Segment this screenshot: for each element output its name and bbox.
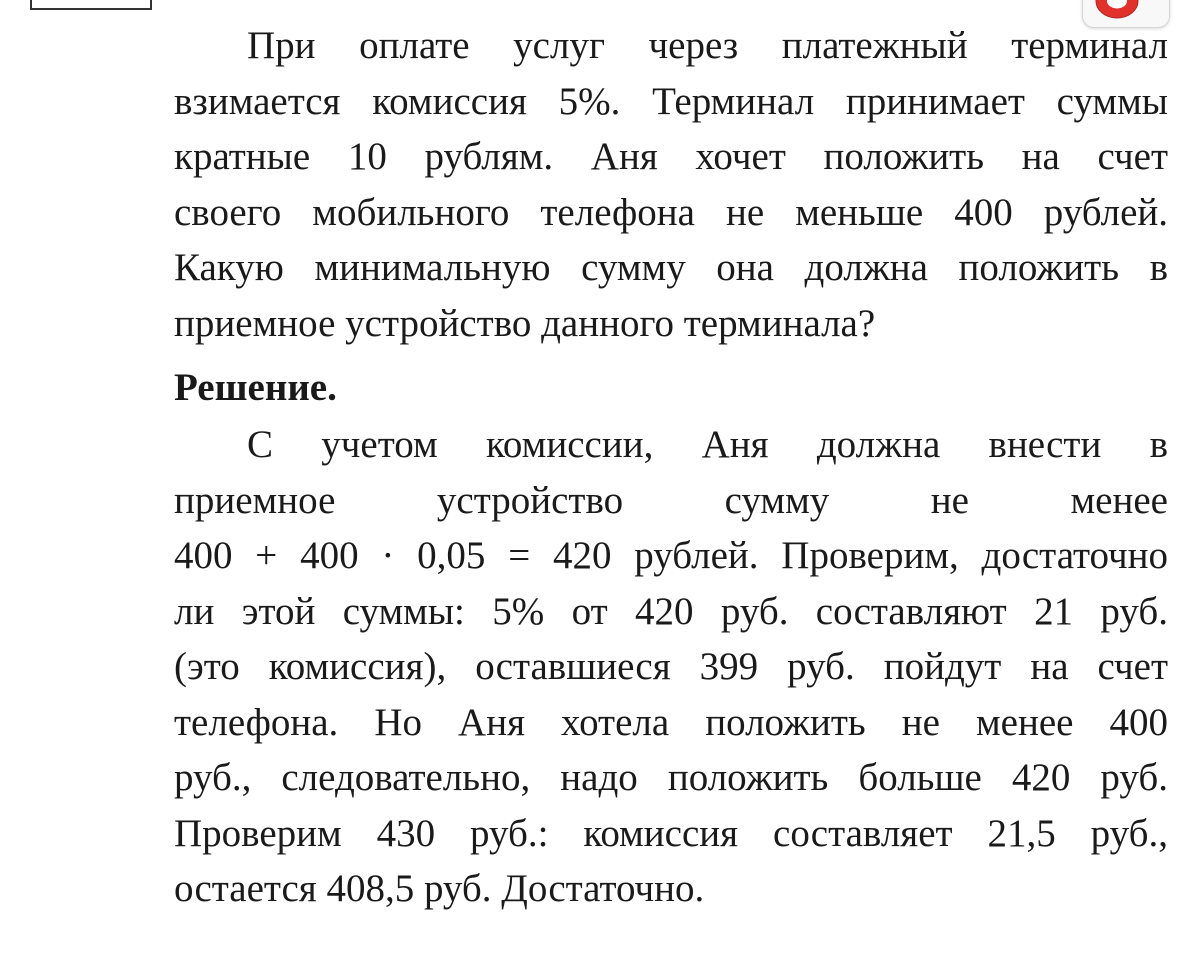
solution-line: ли этой суммы: 5% от 420 руб. составляют 21 руб. [174, 589, 1168, 633]
solution-line: телефона. Но Аня хотела положить не менее 400 [174, 700, 1168, 744]
solution-paragraph [174, 417, 1168, 917]
solution-line: Проверим 430 руб.: комиссия составляет 21,5 руб., [174, 811, 1168, 855]
problem-line: кратные 10 рублям. Аня хочет положить на счет [174, 135, 1168, 178]
problem-paragraph [174, 18, 1168, 351]
solution-line: остается 408,5 руб. Достаточно. [174, 867, 705, 910]
solution-line: руб., следовательно, надо положить больше 420 руб. [174, 756, 1168, 799]
top-left-box [30, 0, 152, 10]
problem-line: своего мобильного телефона не меньше 400 рублей. [174, 190, 1168, 234]
problem-line: При оплате услуг через платежный терминал [247, 24, 1168, 67]
problem-line: Какую минимальную сумму она должна положить в [174, 246, 1168, 289]
solution-line: приемное устройство сумму не менее [174, 478, 1168, 522]
solution-line: С учетом комиссии, Аня должна внести в [247, 423, 1168, 466]
problem-line: приемное устройство данного терминала? [174, 301, 876, 345]
solution-line: 400 + 400 · 0,05 = 420 рублей. Проверим, достаточно [174, 534, 1168, 577]
document-text [174, 18, 1168, 917]
solution-line: (это комиссия), оставшиеся 399 руб. пойдут на счет [174, 645, 1168, 688]
problem-line: взимается комиссия 5%. Терминал принимает суммы [174, 79, 1168, 123]
solution-heading: Решение. [174, 366, 337, 409]
